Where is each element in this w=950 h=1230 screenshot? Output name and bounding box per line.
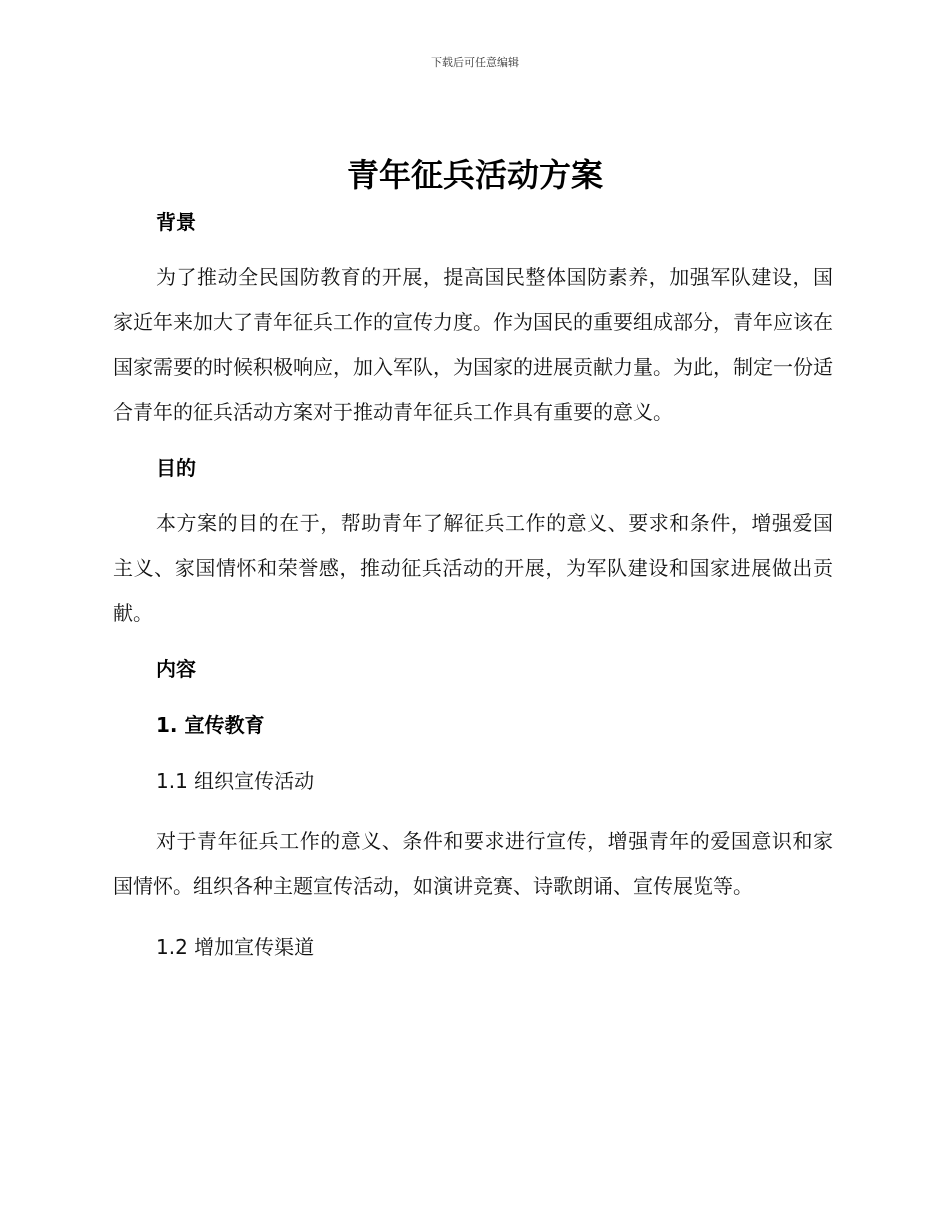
section-paragraph-background: 为了推动全民国防教育的开展，提高国民整体国防素养，加强军队建设，国家近年来加大了青年征兵工作的宣传力度。作为国民的重要组成部分，青年应该在国家需要的时候积极响应，加入军队，为国家的进展贡献力量。为此，制定一份适合青年的征兵活动方案对于推动青年征兵工作具有重要的意义。	[113, 265, 833, 424]
subsection-heading-channels: 1.2 增加宣传渠道	[156, 935, 315, 959]
section-heading-purpose: 目的	[156, 456, 196, 480]
section-heading-background: 背景	[156, 210, 196, 234]
section-paragraph-purpose: 本方案的目的在于，帮助青年了解征兵工作的意义、要求和条件，增强爱国主义、家国情怀和荣誉感，推动征兵活动的开展，为军队建设和国家进展做出贡献。	[113, 511, 833, 625]
section-heading-content: 内容	[156, 657, 196, 681]
page-header-note: 下载后可任意编辑	[431, 56, 519, 69]
subsection-paragraph-organize: 对于青年征兵工作的意义、条件和要求进行宣传，增强青年的爱国意识和家国情怀。组织各种主题宣传活动，如演讲竞赛、诗歌朗诵、宣传展览等。	[113, 829, 833, 898]
document-title: 青年征兵活动方案	[346, 156, 603, 194]
subsection-heading-organize: 1.1 组织宣传活动	[156, 769, 315, 793]
subsection-heading-publicity: 1. 宣传教育	[156, 713, 265, 737]
document-body	[113, 204, 833, 965]
